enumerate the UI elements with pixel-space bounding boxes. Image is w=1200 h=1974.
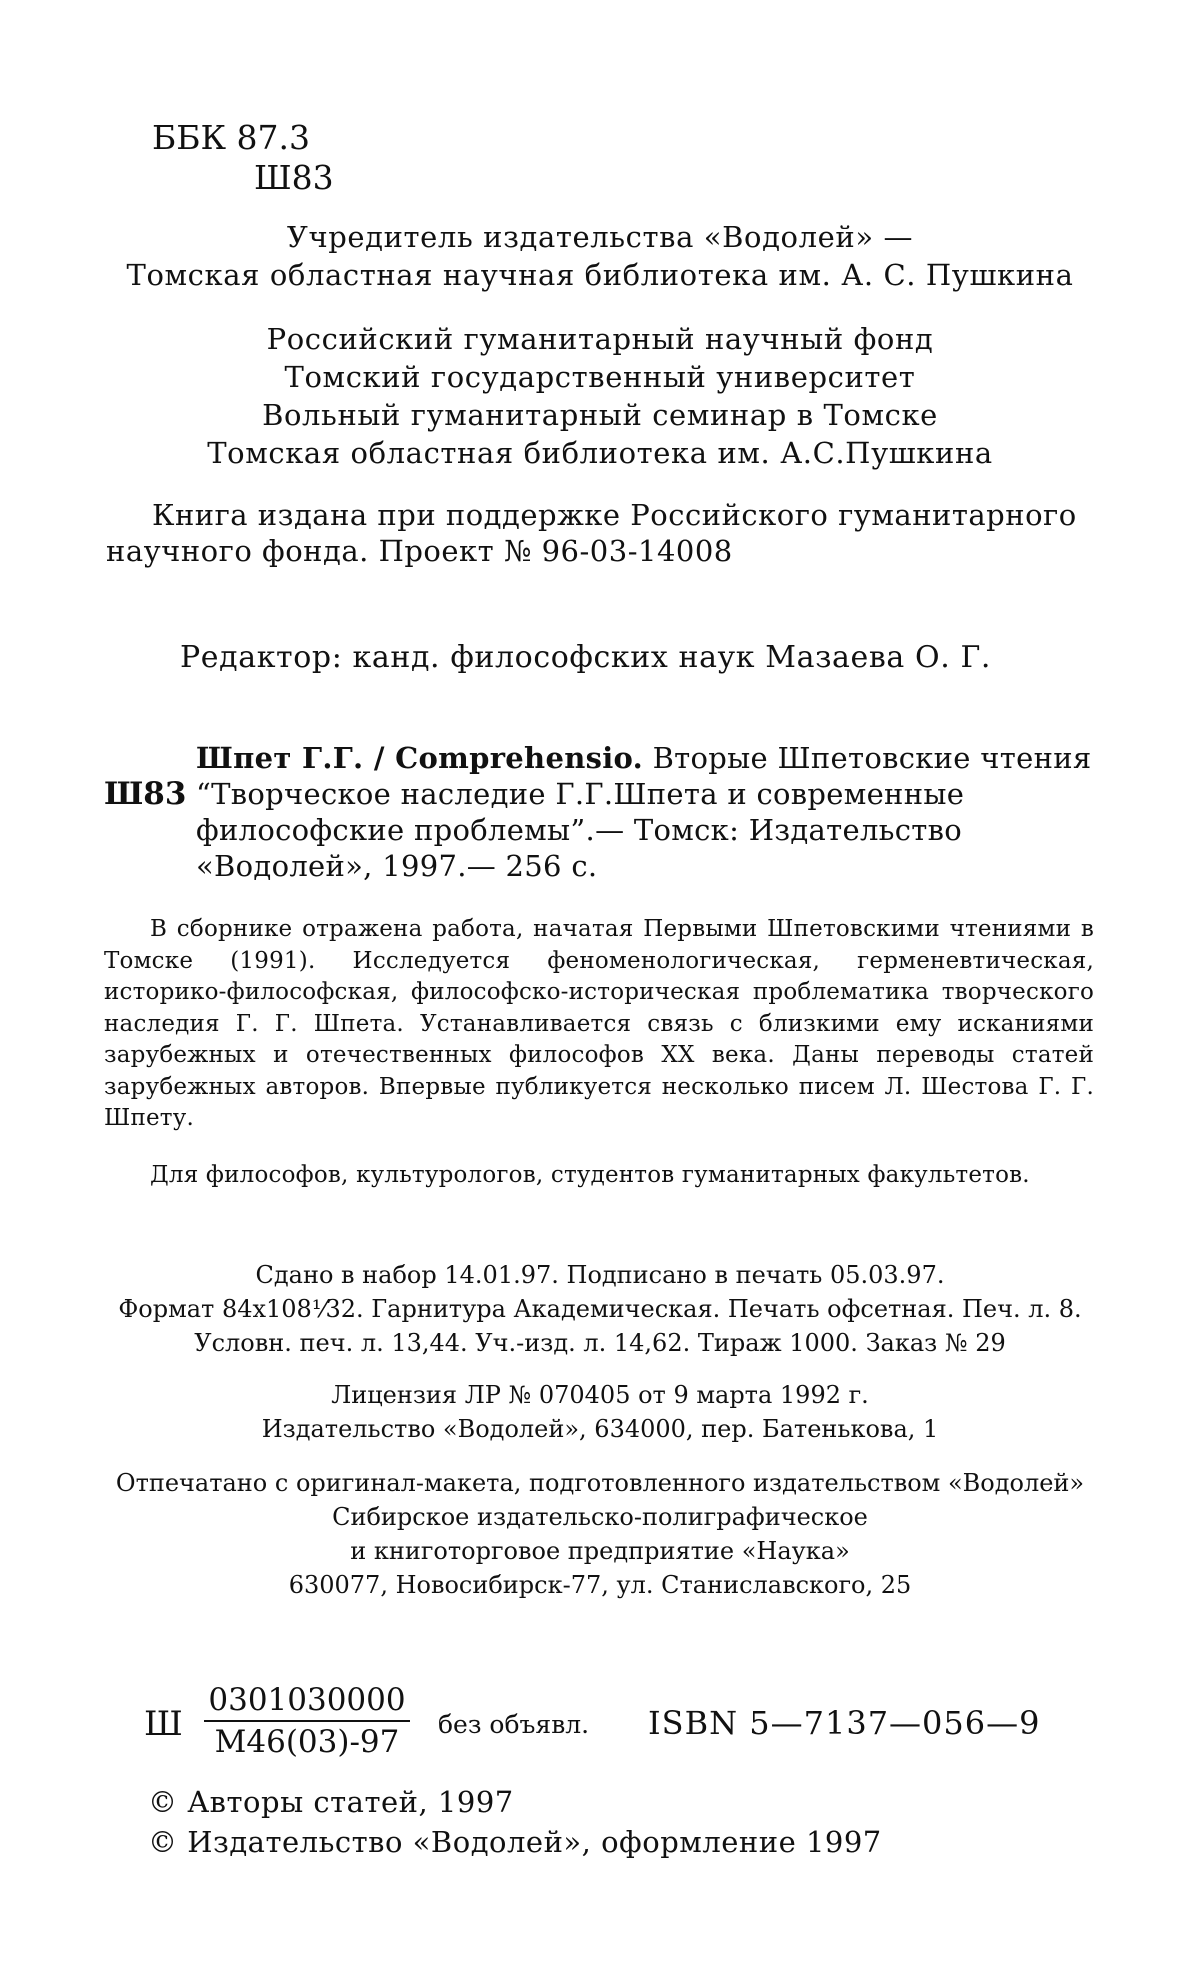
founder-line: Учредитель издательства «Водолей» — [286,220,914,254]
isbn-row [136,1682,1096,1772]
bibliographic-description: Вторые Шпетовские чтения “Творческое наследие Г.Г.Шпета и современные философские проблемы”.— Томск: Издательство «Водолей», 1997.— 256 с. [196,741,1092,883]
bibliographic-code: Ш83 [104,776,187,812]
copyright-block [148,1782,882,1862]
fraction-denominator: М46(03)-97 [214,1724,400,1760]
license-details [90,1378,1110,1446]
printer-details [90,1466,1110,1602]
organization-line: Вольный гуманитарный семинар в Томске [262,398,938,432]
fraction-numerator: 0301030000 [204,1682,410,1722]
bibliographic-author: Шпет Г.Г. / Comprehensio. [196,741,644,775]
copyright-line: © Авторы статей, 1997 [148,1785,514,1819]
bbk-code: ББК 87.3 [152,118,311,157]
copyright-line: © Издательство «Водолей», оформление 1997 [148,1825,882,1859]
isbn-number: ISBN 5—7137—056—9 [648,1704,1041,1742]
annotation: В сборнике отражена работа, начатая Первыми Шпетовскими чтениями в Томске (1991). Исследуется феноменологическая, герменевтическая, историко-философская, философско-историческая проблематика творческого наследия Г. Г. Шпета. Устанавливается связь с близкими ему исканиями зарубежных и отечественных философов XX века. Даны переводы статей зарубежных авторов. Впервые публикуется несколько писем Л. Шестова Г. Г. Шпету. [104,916,1094,1131]
bbk-block [152,118,334,198]
organization-line: Российский гуманитарный научный фонд [266,322,934,356]
imprint-line: Лицензия ЛР № 070405 от 9 марта 1992 г. [331,1381,869,1409]
production-details [90,1258,1110,1360]
author-mark: Ш83 [254,158,334,197]
imprint-line: Сдано в набор 14.01.97. Подписано в печать 05.03.97. [255,1261,945,1289]
imprint-line: Сибирское издательско-полиграфическое [332,1503,868,1531]
editor-credit: Редактор: канд. философских наук Мазаева О. Г. [180,640,992,675]
founder-block [90,218,1110,294]
target-audience: Для философов, культурологов, студентов гуманитарных факультетов. [150,1162,1030,1188]
imprint-line: и книготорговое предприятие «Наука» [350,1537,850,1565]
grant-support-note: Книга издана при поддержке Российского гуманитарного научного фонда. Проект № 96-03-14008 [106,498,1077,568]
organizations-block [90,320,1110,472]
classification-letter: Ш [144,1704,183,1744]
imprint-line: 630077, Новосибирск-77, ул. Станиславского, 25 [288,1571,912,1599]
bibliographic-record [196,740,1096,884]
founder-line: Томская областная научная библиотека им. А. С. Пушкина [126,258,1074,292]
imprint-line: Условн. печ. л. 13,44. Уч.-изд. л. 14,62. Тираж 1000. Заказ № 29 [194,1329,1006,1357]
imprint-line: Формат 84x108¹⁄32. Гарнитура Академическая. Печать офсетная. Печ. л. 8. [118,1295,1082,1323]
organization-line: Томская областная библиотека им. А.С.Пушкина [207,436,993,470]
organization-line: Томский государственный университет [284,360,916,394]
no-announcement-note: без объявл. [438,1710,590,1739]
imprint-line: Отпечатано с оригинал-макета, подготовленного издательством «Водолей» [115,1469,1085,1497]
classification-fraction [204,1682,410,1760]
imprint-line: Издательство «Водолей», 634000, пер. Батенькова, 1 [261,1415,939,1443]
